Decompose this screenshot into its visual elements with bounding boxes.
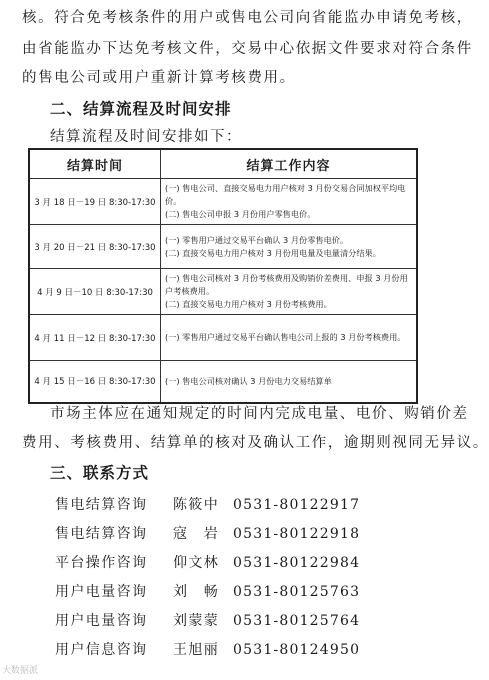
work-item: (一) 售电公司核对 3 月份考核费用及购销价差费用、申报 3 月份用户考核费用。 [165, 273, 408, 296]
row-time: 3 月 18 日－19 日 8:30-17:30 [29, 179, 161, 225]
contact-name: 仰文林 [173, 555, 220, 571]
row-work [161, 315, 418, 361]
row-work [161, 361, 418, 403]
paragraph-line: 的售电公司或用户重新计算考核费用。 [22, 70, 296, 86]
paragraph-line: 市场主体应在通知规定的时间内完成电量、电价、购销价差 [50, 406, 469, 422]
work-item: (二) 售电公司申报 3 月份用户零售电价。 [165, 209, 316, 219]
paragraph-line: 费用、考核费用、结算单的核对及确认工作，逾期则视同无异议。 [22, 435, 489, 451]
work-item: (二) 直接交易电力用户核对 3 月份考核费用。 [165, 299, 332, 309]
contact-phone: 0531-80122918 [233, 526, 361, 542]
contact-name: 刘 畅 [173, 584, 220, 600]
settlement-schedule-table [28, 148, 418, 404]
contact-phone: 0531-80124950 [233, 642, 361, 658]
row-time: 4 月 9 日－10 日 8:30-17:30 [29, 269, 161, 315]
work-item: (一) 售电公司核对确认 3 月份电力交易结算单 [165, 375, 332, 386]
contact-role: 用户电量咨询 [55, 584, 148, 600]
contact-row [55, 523, 360, 543]
column-header-time: 结算时间 [29, 149, 161, 179]
table-row [29, 361, 417, 403]
watermark: 大数据派 [2, 666, 39, 676]
table-row [29, 269, 417, 315]
table-header-row [29, 149, 417, 179]
section-heading-settlement: 二、结算流程及时间安排 [50, 100, 232, 118]
contact-name: 寇 岩 [173, 526, 220, 542]
column-header-work: 结算工作内容 [161, 149, 418, 179]
row-work [161, 179, 418, 225]
contact-name: 刘蒙蒙 [173, 613, 220, 629]
table-row [29, 315, 417, 361]
contact-row [55, 639, 360, 659]
contact-name: 王旭丽 [173, 642, 220, 658]
contact-phone: 0531-80125763 [233, 584, 361, 600]
contact-role: 平台操作咨询 [55, 555, 148, 571]
work-item: (二) 直接交易电力用户核对 3 月份用电量及电量清分结果。 [165, 247, 381, 258]
work-item: (一) 零售用户通过交易平台确认售电公司上报的 3 月份考核费用。 [165, 332, 406, 342]
contact-row [55, 494, 360, 514]
row-time: 4 月 15 日－16 日 8:30-17:30 [29, 361, 161, 403]
row-work [161, 225, 418, 269]
contact-phone: 0531-80125764 [233, 613, 361, 629]
table-row [29, 179, 417, 225]
contact-role: 用户信息咨询 [55, 642, 148, 658]
section-intro: 结算流程及时间安排如下： [50, 129, 242, 145]
contact-name: 陈筱中 [173, 497, 220, 513]
row-work [161, 269, 418, 315]
contact-row [55, 581, 360, 601]
work-item: (一) 零售用户通过交易平台确认 3 月份零售电价。 [165, 234, 349, 245]
contact-role: 用户电量咨询 [55, 613, 148, 629]
paragraph-line: 由省能监办下达免考核文件，交易中心依据文件要求对符合条件 [22, 41, 473, 57]
paragraph-line: 核。符合免考核条件的用户或售电公司向省能监办申请免考核， [22, 10, 473, 26]
contact-row [55, 552, 360, 572]
contact-role: 售电结算咨询 [55, 497, 148, 513]
contact-phone: 0531-80122984 [233, 555, 361, 571]
contact-role: 售电结算咨询 [55, 526, 148, 542]
row-time: 3 月 20 日－21 日 8:30-17:30 [29, 225, 161, 269]
table-row [29, 225, 417, 269]
section-heading-contacts: 三、联系方式 [50, 464, 150, 482]
contact-row [55, 610, 360, 630]
row-time: 4 月 11 日－12 日 8:30-17:30 [29, 315, 161, 361]
work-item: (一) 售电公司、直接交易电力用户核对 3 月份交易合同加权平均电价。 [165, 183, 406, 206]
contact-phone: 0531-80122917 [233, 497, 361, 513]
